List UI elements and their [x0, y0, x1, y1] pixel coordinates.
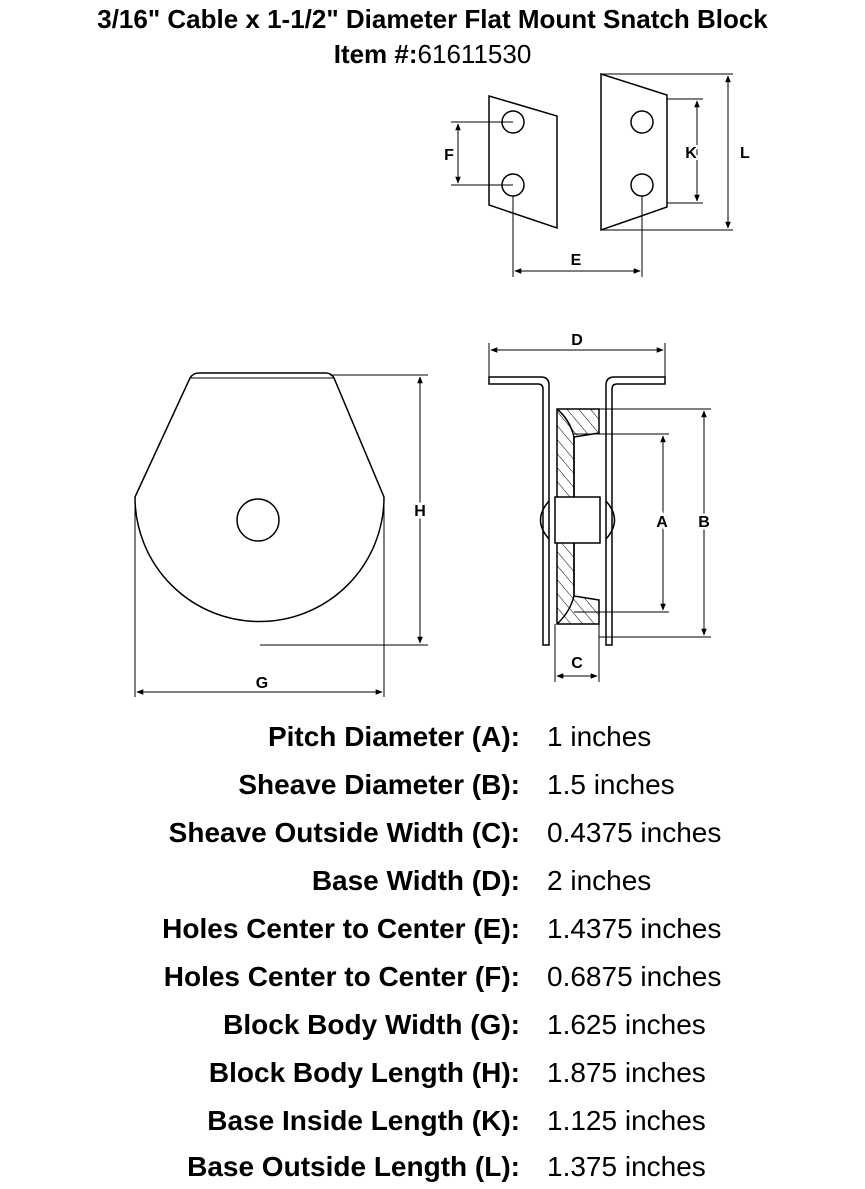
- dimension-c: [555, 624, 599, 682]
- dimension-b: [599, 409, 711, 637]
- spec-row-f: [0, 955, 865, 999]
- spec-row-d: [0, 859, 865, 903]
- spec-value: 0.6875 inches: [547, 961, 722, 992]
- spec-label: Base Width (D):: [311, 865, 520, 896]
- dimension-label-g: G: [255, 675, 269, 692]
- spec-value: 1.625 inches: [547, 1009, 706, 1040]
- dimension-label-e: E: [570, 252, 582, 269]
- dimension-label-k: K: [685, 145, 697, 162]
- dimension-label-c: C: [571, 655, 583, 672]
- spec-label: Block Body Width (G):: [223, 1009, 520, 1040]
- spec-value: 0.4375 inches: [547, 817, 722, 848]
- spec-label: Pitch Diameter (A):: [267, 721, 520, 752]
- product-title: 3/16" Cable x 1-1/2" Diameter Flat Mount Snatch Block: [97, 4, 768, 34]
- block-body-front-view: [135, 373, 384, 697]
- spec-value: 2 inches: [547, 865, 652, 896]
- dimension-label-h: H: [414, 503, 426, 520]
- dimension-f: [451, 122, 513, 185]
- spec-row-c: [0, 811, 865, 855]
- spec-label: Sheave Outside Width (C):: [168, 817, 520, 848]
- dimension-label-a: A: [656, 514, 668, 531]
- dimension-h: [260, 375, 428, 645]
- dimension-label-f: F: [444, 147, 454, 164]
- spec-value: 1.875 inches: [547, 1057, 706, 1088]
- spec-row-a: [0, 715, 865, 759]
- spec-value: 1.4375 inches: [547, 913, 722, 944]
- dimension-label-d: D: [571, 332, 583, 349]
- spec-row-b: [0, 763, 865, 807]
- spec-row-l: [0, 1145, 865, 1189]
- item-prefix: Item #:: [333, 39, 418, 69]
- dimension-label-l: L: [740, 145, 750, 162]
- spec-value: 1 inches: [547, 721, 652, 752]
- spec-value: 1.5 inches: [547, 769, 675, 800]
- spec-row-h: [0, 1051, 865, 1095]
- base-plate-right-view: [601, 74, 667, 230]
- spec-label: Holes Center to Center (F):: [163, 961, 520, 992]
- spec-row-e: [0, 907, 865, 951]
- block-side-view: [489, 377, 665, 645]
- spec-label: Block Body Length (H):: [208, 1057, 520, 1088]
- spec-value: 1.125 inches: [547, 1105, 706, 1136]
- spec-row-k: [0, 1099, 865, 1143]
- spec-label: Holes Center to Center (E):: [162, 913, 520, 944]
- spec-label: Base Outside Length (L):: [187, 1151, 520, 1182]
- dimension-label-b: B: [698, 514, 710, 531]
- spec-label: Sheave Diameter (B):: [238, 769, 520, 800]
- base-plate-left-view: [489, 96, 557, 228]
- spec-row-g: [0, 1003, 865, 1047]
- item-number: 61611530: [417, 39, 532, 69]
- spec-label: Base Inside Length (K):: [207, 1105, 520, 1136]
- spec-value: 1.375 inches: [547, 1151, 706, 1182]
